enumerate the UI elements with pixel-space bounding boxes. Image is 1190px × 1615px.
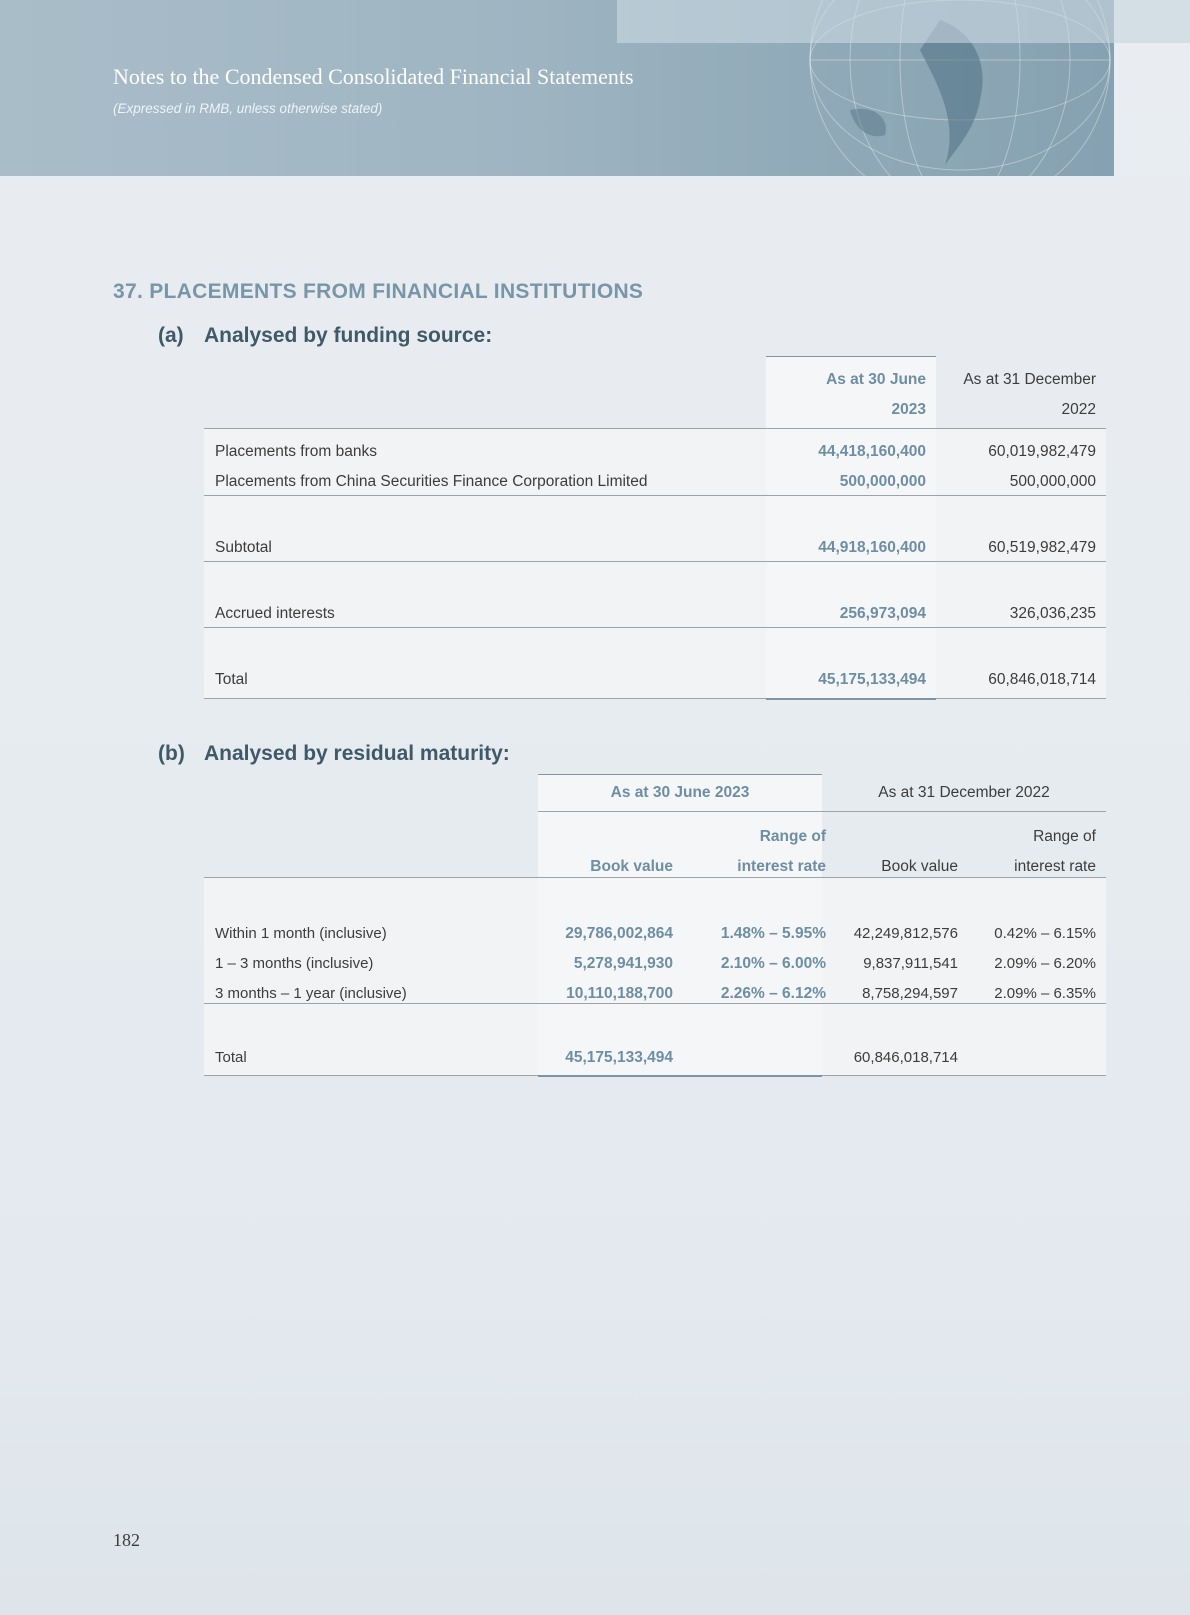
row-accrued-label: Accrued interests — [215, 605, 335, 622]
subtotal-rule — [204, 495, 1106, 496]
row-banks-2023: 44,418,160,400 — [818, 443, 926, 460]
bottom-rule-b-2023 — [538, 1075, 822, 1077]
bottom-rule-2023 — [766, 698, 936, 700]
table-funding-source — [204, 356, 1106, 700]
row-csf-label: Placements from China Securities Finance Corporation Limited — [215, 473, 648, 490]
col-2023-header-line2: 2023 — [891, 401, 926, 418]
row-subtotal-2023: 44,918,160,400 — [818, 539, 926, 556]
row-3m-1y-rate2023: 2.26% – 6.12% — [720, 985, 826, 1002]
table-b-title: Analysed by residual maturity: — [204, 742, 510, 765]
row-banks-label: Placements from banks — [215, 443, 377, 460]
row-subtotal-label: Subtotal — [215, 539, 272, 556]
row-total-2022: 60,846,018,714 — [988, 671, 1096, 688]
row-1-3m-rate2023: 2.10% – 6.00% — [720, 955, 826, 972]
header-title: Notes to the Condensed Consolidated Financial Statements — [113, 64, 634, 89]
group-2022-header: As at 31 December 2022 — [878, 784, 1050, 801]
bv-2022-header: Book value — [881, 858, 958, 875]
table-residual-maturity — [204, 774, 1106, 1078]
rate-2023-header-line2: interest rate — [737, 858, 826, 875]
table-a-label: (a) — [158, 324, 184, 347]
col-top-rule — [766, 356, 936, 357]
col-2022-header-line2: 2022 — [1061, 401, 1096, 418]
row-total-2023: 45,175,133,494 — [818, 671, 926, 688]
rate-2022-header-line1: Range of — [1033, 828, 1096, 845]
row-csf-2023: 500,000,000 — [839, 473, 926, 490]
group-2022-rule — [822, 811, 1106, 812]
row-1m-rate2023: 1.48% – 5.95% — [720, 925, 826, 942]
table-a-title: Analysed by funding source: — [204, 324, 493, 347]
row-total-b-bv2023: 45,175,133,494 — [565, 1049, 673, 1066]
group-top-rule — [538, 774, 822, 775]
total-rule — [204, 627, 1106, 628]
row-1m-rate2022: 0.42% – 6.15% — [994, 925, 1096, 942]
table-b-heading — [158, 742, 510, 766]
table-a-heading — [158, 324, 492, 348]
rate-2022-header-line2: interest rate — [1014, 858, 1096, 875]
bv-2023-header: Book value — [590, 858, 673, 875]
section-name: PLACEMENTS FROM FINANCIAL INSTITUTIONS — [149, 280, 644, 303]
rate-2023-header-line1: Range of — [759, 828, 826, 845]
row-3m-1y-rate2022: 2.09% – 6.35% — [994, 985, 1096, 1002]
row-3m-1y-bv2023: 10,110,188,700 — [566, 985, 673, 1002]
row-1-3m-bv2023: 5,278,941,930 — [573, 955, 673, 972]
row-1m-label: Within 1 month (inclusive) — [215, 925, 387, 942]
body-shade — [204, 428, 1106, 698]
row-csf-2022: 500,000,000 — [1009, 473, 1096, 490]
group-2023-highlight-body — [538, 877, 822, 1076]
row-subtotal-2022: 60,519,982,479 — [988, 539, 1096, 556]
row-1-3m-rate2022: 2.09% – 6.20% — [994, 955, 1096, 972]
row-1m-bv2022: 42,249,812,576 — [853, 925, 958, 942]
header-rule-b — [204, 877, 1106, 878]
row-accrued-2023: 256,973,094 — [839, 605, 926, 622]
col-2022-header-line1: As at 31 December — [963, 371, 1096, 388]
header-rule — [204, 428, 1106, 429]
row-1m-bv2023: 29,786,002,864 — [565, 925, 673, 942]
group-2023-rule — [538, 811, 822, 812]
row-3m-1y-bv2022: 8,758,294,597 — [862, 985, 958, 1002]
row-3m-1y-label: 3 months – 1 year (inclusive) — [215, 985, 407, 1002]
section-number: 37. — [113, 280, 144, 303]
row-accrued-2022: 326,036,235 — [1009, 605, 1096, 622]
banner-corner — [1114, 0, 1190, 43]
accrued-rule — [204, 561, 1106, 562]
row-total-label: Total — [215, 671, 248, 688]
section-title — [113, 280, 643, 304]
bottom-rule — [204, 698, 1106, 699]
row-total-b-bv2022: 60,846,018,714 — [853, 1049, 958, 1066]
row-1-3m-label: 1 – 3 months (inclusive) — [215, 955, 374, 972]
header-banner — [0, 0, 1114, 176]
header-subtitle: (Expressed in RMB, unless otherwise stated) — [113, 101, 383, 116]
col-2023-highlight-body — [766, 428, 936, 698]
page-number: 182 — [113, 1530, 140, 1550]
total-rule-b — [204, 1003, 1106, 1004]
banner-strip — [617, 0, 1114, 43]
row-1-3m-bv2022: 9,837,911,541 — [863, 955, 958, 972]
group-2023-header: As at 30 June 2023 — [610, 784, 750, 801]
row-total-b-label: Total — [215, 1049, 247, 1066]
col-2023-header-line1: As at 30 June — [826, 371, 926, 388]
table-b-label: (b) — [158, 742, 185, 765]
row-banks-2022: 60,019,982,479 — [988, 443, 1096, 460]
